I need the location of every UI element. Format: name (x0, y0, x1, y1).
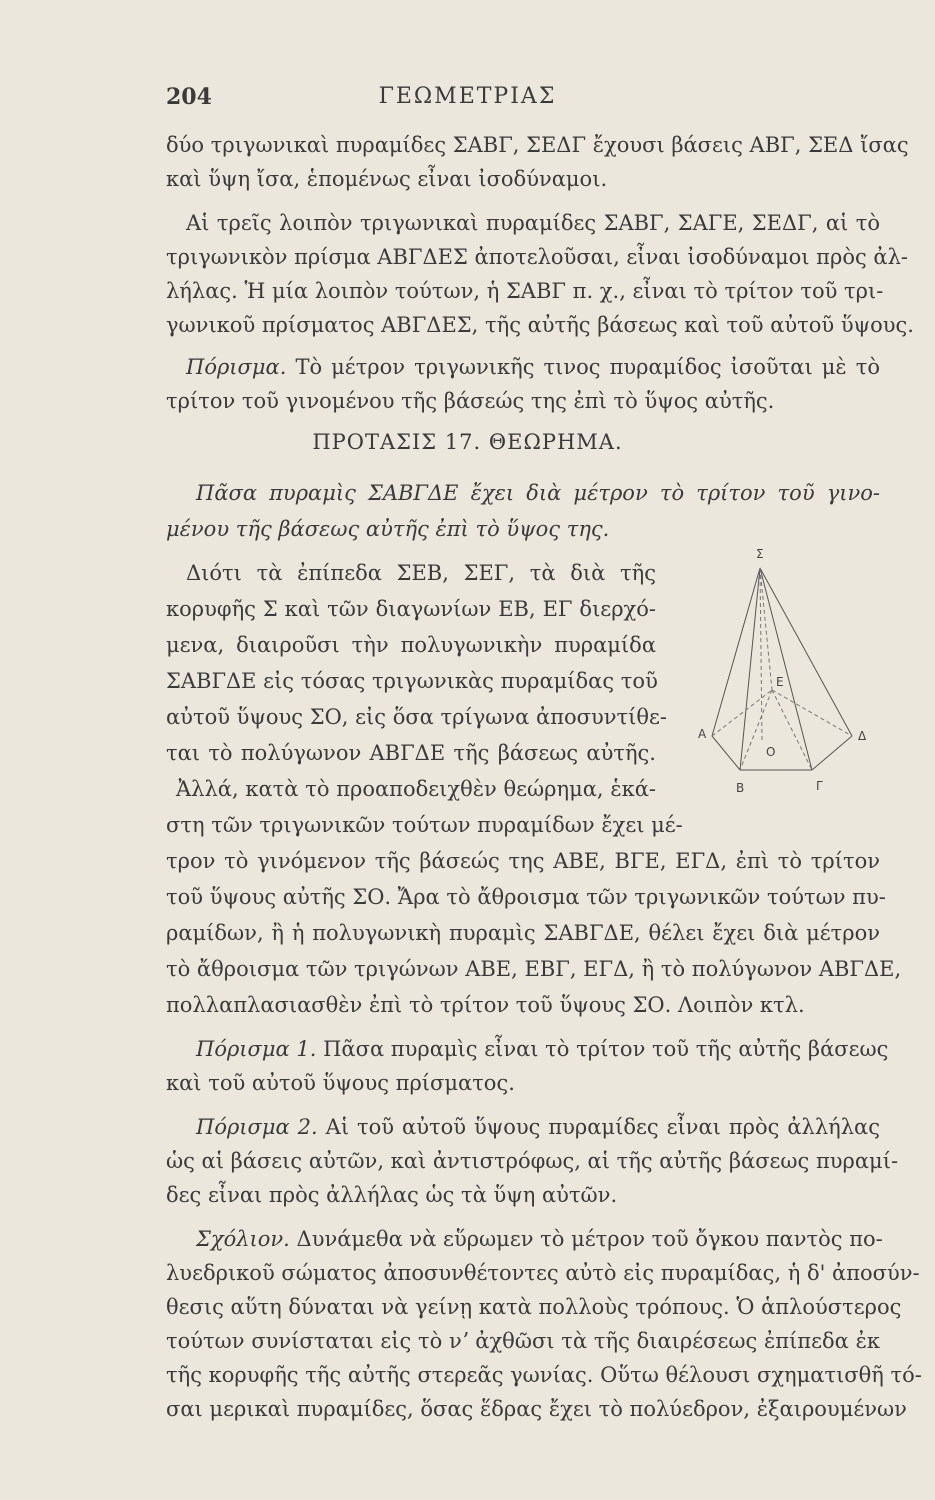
text-line: μενα, διαιροῦσι τὴν πολυγωνικὴν πυραμίδα (166, 633, 656, 657)
text-line: θεσις αὕτη δύναται νὰ γείνῃ κατὰ πολλοὺς τρόπους. Ὁ ἁπλούστερος (166, 1295, 902, 1319)
scholium-label: Σχόλιον. (196, 1227, 290, 1251)
porism-label: Πόρισμα. (186, 355, 287, 379)
text-line: δύο τριγωνικαὶ πυραμίδες ΣΑΒΓ, ΣΕΔΓ ἔχουσι βάσεις ΑΒΓ, ΣΕΔ ἴσας (166, 133, 909, 157)
figure-label-apex: Σ (756, 547, 764, 561)
text-line: δες εἶναι πρὸς ἀλλήλας ὡς τὰ ὕψη αὐτῶν. (166, 1183, 618, 1207)
text-line: τούτων συνίσταται εἰς τὸ νʼ ἀχθῶσι τὰ τῆς διαιρέσεως ἐπίπεδα ἐκ (166, 1329, 880, 1353)
scholium-line (196, 1222, 883, 1256)
text-line: ται τὸ πολύγωνον ΑΒΓΔΕ τῆς βάσεως αὐτῆς. (166, 741, 656, 765)
text-line: τοῦ ὕψους αὐτῆς ΣΟ. Ἄρα τὸ ἄθροισμα τῶν τριγωνικῶν τούτων πυ- (166, 885, 886, 909)
text-line: πολλαπλασιασθὲν ἐπὶ τὸ τρίτον τοῦ ὕψους ΣΟ. Λοιπὸν κτλ. (166, 993, 805, 1017)
figure-label-a: Α (698, 727, 707, 741)
figure-label-b: Β (736, 781, 745, 795)
figure-label-o: Ο (766, 745, 776, 759)
porism-text: Τὸ μέτρον τριγωνικῆς τινος πυραμίδος ἰσοῦται μὲ τὸ (295, 355, 880, 379)
porism-text: Αἱ τοῦ αὐτοῦ ὕψους πυραμίδες εἶναι πρὸς ἀλλήλας (325, 1115, 880, 1139)
text-line: τρίτον τοῦ γινομένου τῆς βάσεώς της ἐπὶ τὸ ὕψος αὐτῆς. (166, 389, 775, 413)
porism-label: Πόρισμα 1. (196, 1037, 317, 1061)
text-line: Αἱ τρεῖς λοιπὸν τριγωνικαὶ πυραμίδες ΣΑΒΓ, ΣΑΓΕ, ΣΕΔΓ, αἱ τὸ (186, 211, 880, 235)
figure-label-d: Δ (858, 729, 867, 743)
porism-label: Πόρισμα 2. (196, 1115, 318, 1139)
text-line: ὡς αἱ βάσεις αὐτῶν, καὶ ἀντιστρόφως, αἱ τῆς αὐτῆς βάσεως πυραμί- (166, 1149, 899, 1173)
porism-line (196, 1110, 880, 1144)
proposition-heading: ΠΡΟΤΑΣΙΣ 17. ΘΕΩΡΗΜΑ. (312, 430, 623, 454)
page-number: 204 (166, 84, 212, 110)
text-line: καὶ ὕψη ἴσα, ἑπομένως εἶναι ἰσοδύναμοι. (166, 167, 608, 191)
text-line: Διότι τὰ ἐπίπεδα ΣΕΒ, ΣΕΓ, τὰ διὰ τῆς (186, 561, 656, 585)
text-line: λήλας. Ἡ μία λοιπὸν τούτων, ἡ ΣΑΒΓ π. χ., εἶναι τὸ τρίτον τοῦ τρι- (166, 279, 884, 303)
text-line: τρον τὸ γινόμενον τῆς βάσεώς της ΑΒΕ, ΒΓΕ, ΕΓΔ, ἐπὶ τὸ τρίτον (166, 849, 880, 873)
text-line: ραμίδων, ἢ ἡ πολυγωνικὴ πυραμὶς ΣΑΒΓΔΕ, θέλει ἔχει διὰ μέτρον (166, 921, 880, 945)
figure-label-e: Ε (776, 675, 784, 689)
text-line: αὐτοῦ ὕψους ΣΟ, εἰς ὅσα τρίγωνα ἀποσυντίθε- (166, 705, 667, 729)
theorem-statement-line: Πᾶσα πυραμὶς ΣΑΒΓΔΕ ἔχει διὰ μέτρον τὸ τρίτον τοῦ γινο- (196, 481, 880, 505)
text-line: στη τῶν τριγωνικῶν τούτων πυραμίδων ἔχει μέ- (166, 813, 683, 837)
text-line: τριγωνικὸν πρίσμα ΑΒΓΔΕΣ ἀποτελοῦσαι, εἶναι ἰσοδύναμοι πρὸς ἀλ- (166, 245, 908, 269)
scholium-text: Δυνάμεθα νὰ εὕρωμεν τὸ μέτρον τοῦ ὄγκου παντὸς πο- (296, 1227, 883, 1251)
porism-line (196, 1032, 889, 1066)
porism-line (186, 350, 880, 384)
text-line: ΣΑΒΓΔΕ εἰς τόσας τριγωνικὰς πυραμίδας τοῦ (166, 669, 658, 693)
figure-label-c: Γ (816, 779, 823, 793)
text-line: κορυφῆς Σ καὶ τῶν διαγωνίων ΕΒ, ΕΓ διερχό- (166, 597, 656, 621)
running-title: ΓΕΩΜΕΤΡΙΑΣ (378, 84, 557, 109)
porism-text: Πᾶσα πυραμὶς εἶναι τὸ τρίτον τοῦ τῆς αὐτῆς βάσεως (323, 1037, 889, 1061)
text-line: καὶ τοῦ αὐτοῦ ὕψους πρίσματος. (166, 1071, 515, 1095)
theorem-statement-line: μένου τῆς βάσεως αὐτῆς ἐπὶ τὸ ὕψος της. (166, 517, 610, 541)
text-line: σαι μερικαὶ πυραμίδες, ὅσας ἕδρας ἔχει τὸ πολύεδρον, ἐξαιρουμένων (166, 1397, 907, 1421)
text-line: τὸ ἄθροισμα τῶν τριγώνων ΑΒΕ, ΕΒΓ, ΕΓΔ, ἢ τὸ πολύγωνον ΑΒΓΔΕ, (166, 957, 902, 981)
text-line: λυεδρικοῦ σώματος ἀποσυνθέτοντες αὐτὸ εἰς πυραμίδας, ἡ δ' ἀποσύν- (166, 1261, 920, 1285)
pyramid-figure (680, 540, 880, 800)
text-line: Ἀλλά, κατὰ τὸ προαποδειχθὲν θεώρημα, ἑκά- (176, 777, 656, 801)
pyramid-diagram (680, 540, 880, 800)
text-line: γωνικοῦ πρίσματος ΑΒΓΔΕΣ, τῆς αὐτῆς βάσεως καὶ τοῦ αὐτοῦ ὕψους. (166, 313, 914, 337)
text-line: τῆς κορυφῆς τῆς αὐτῆς στερεᾶς γωνίας. Οὕτω θέλουσι σχηματισθῆ τό- (166, 1363, 922, 1387)
